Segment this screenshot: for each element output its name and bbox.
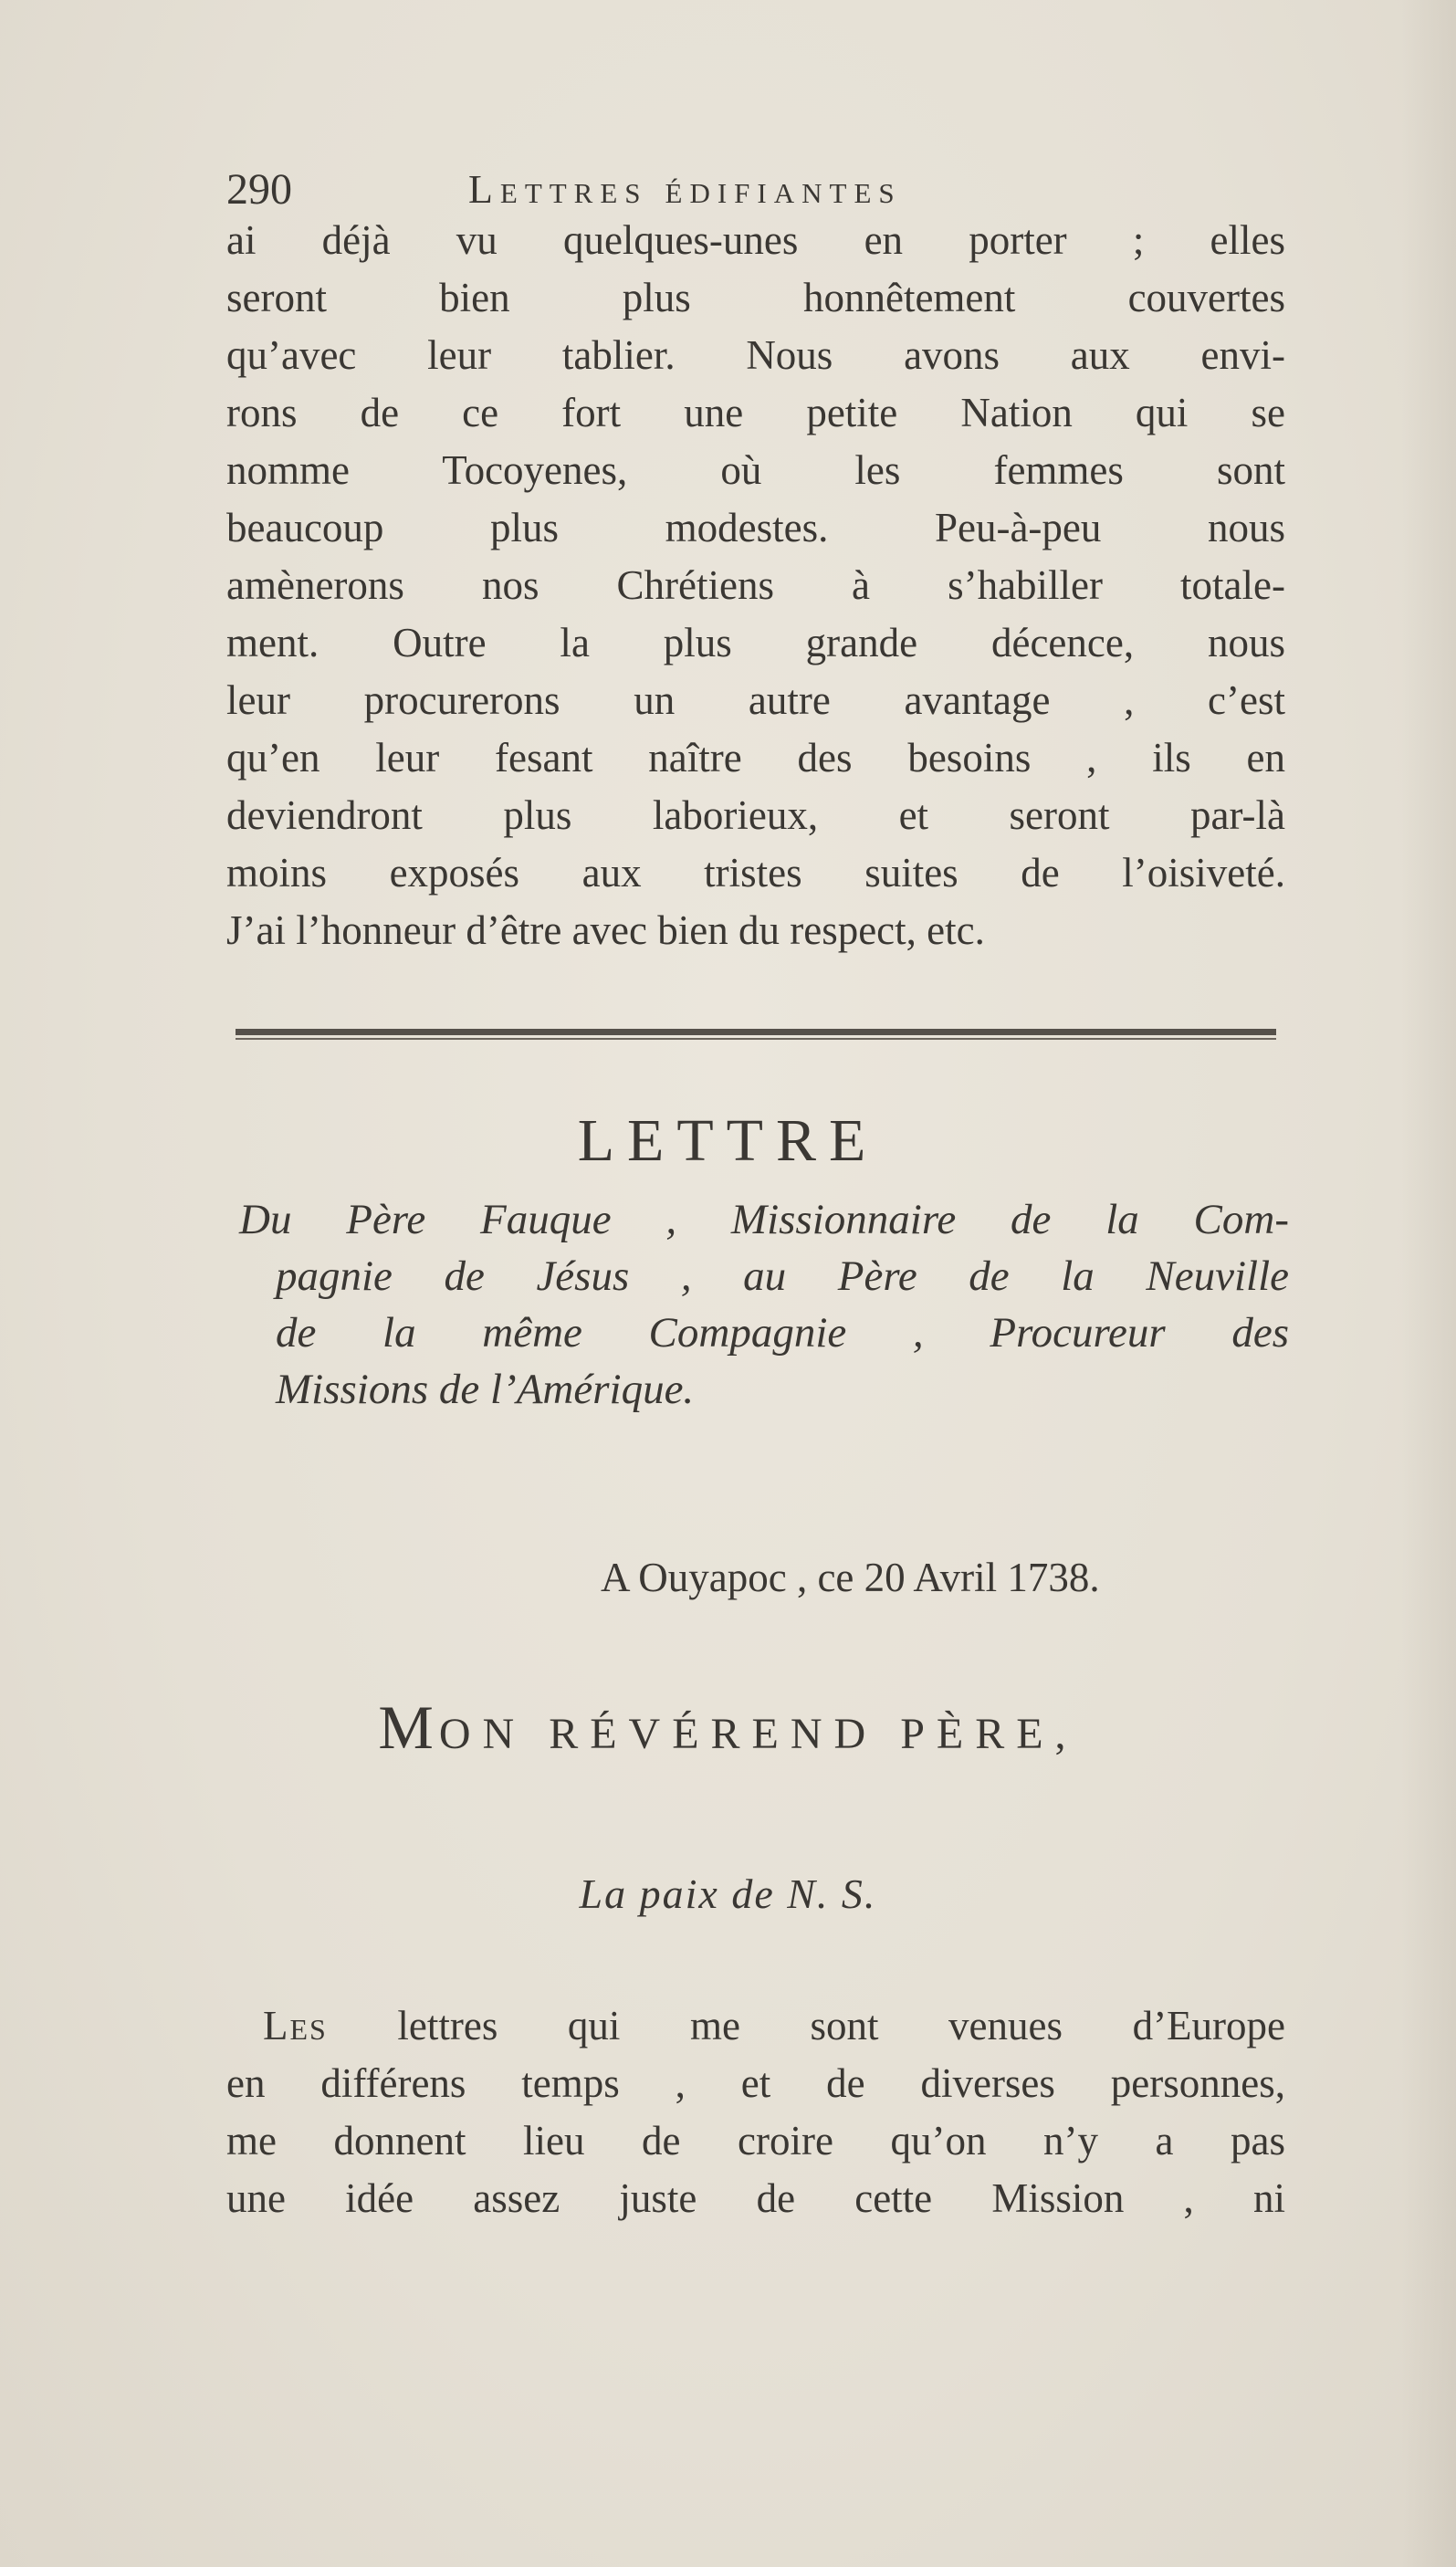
- first-word: Les: [263, 2003, 328, 2048]
- divider-thick-line: [236, 1029, 1276, 1035]
- first-line-rest: lettres qui me sont venues d’Europe: [397, 2003, 1286, 2048]
- running-head: [226, 162, 1139, 217]
- text-line: rons de ce fort une petite Nation qui se: [226, 390, 1285, 435]
- text-line: leur procurerons un autre avantage , c’est: [226, 677, 1285, 723]
- dateline: A Ouyapoc , ce 20 Avril 1738.: [601, 1555, 1100, 1600]
- letter-heading: LETTRE: [577, 1107, 879, 1174]
- divider-thin-line: [236, 1038, 1276, 1040]
- greeting: La paix de N. S.: [579, 1870, 877, 1917]
- salutation: [0, 1691, 1456, 1771]
- caption-line: Du Père Fauque , Missionnaire de la Com-: [239, 1196, 1289, 1243]
- letter-caption: [239, 1191, 1289, 1418]
- text-line: moins exposés aux tristes suites de l’oisiveté.: [226, 850, 1285, 896]
- paragraph-top: [226, 212, 1285, 959]
- text-line: J’ai l’honneur d’être avec bien du respect, etc.: [226, 907, 985, 953]
- text-line: ai déjà vu quelques-unes en porter ; elles: [226, 217, 1285, 263]
- text-line: nomme Tocoyenes, où les femmes sont: [226, 447, 1285, 493]
- text-line: me donnent lieu de croire qu’on n’y a pas: [226, 2118, 1285, 2164]
- caption-line: pagnie de Jésus , au Père de la Neuville: [276, 1252, 1289, 1300]
- text-line: seront bien plus honnêtement couvertes: [226, 275, 1285, 320]
- text-line: beaucoup plus modestes. Peu-à-peu nous: [226, 505, 1285, 550]
- salutation-rest: ON RÉVÉREND PÈRE,: [438, 1710, 1078, 1758]
- page-number: 290: [226, 165, 292, 214]
- text-line: une idée assez juste de cette Mission , ni: [226, 2175, 1285, 2221]
- paragraph-bottom: [226, 1997, 1285, 2227]
- text-line: amènerons nos Chrétiens à s’habiller totale-: [226, 562, 1285, 608]
- text-line: qu’avec leur tablier. Nous avons aux envi-: [226, 332, 1285, 378]
- caption-line: de la même Compagnie , Procureur des: [276, 1309, 1289, 1357]
- text-line: deviendront plus laborieux, et seront par-là: [226, 792, 1285, 838]
- section-divider-rule: [236, 1029, 1276, 1042]
- caption-line: Missions de l’Amérique.: [276, 1366, 695, 1413]
- text-line: [226, 1997, 1285, 2055]
- running-head-title: Lettres édifiantes: [468, 167, 902, 212]
- text-line: ment. Outre la plus grande décence, nous: [226, 620, 1285, 665]
- salutation-initial: M: [378, 1692, 439, 1762]
- text-line: en différens temps , et de diverses personnes,: [226, 2060, 1285, 2106]
- page-gutter-shadow: [1401, 0, 1456, 2567]
- text-line: qu’en leur fesant naître des besoins , ils en: [226, 735, 1285, 781]
